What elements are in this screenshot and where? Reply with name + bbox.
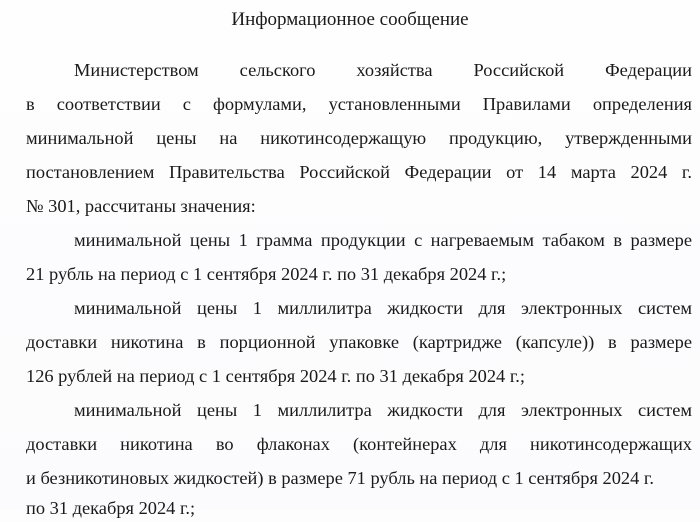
paragraph-3-line-1: минимальной цены 1 миллилитра жидкости для электронных систем	[74, 298, 692, 318]
paragraph-1-line-4: постановлением Правительства Российской Федерации от 14 марта 2024 г.	[26, 162, 692, 182]
paragraph-4-line-4: по 31 декабря 2024 г.;	[26, 498, 196, 518]
paragraph-3-line-2: доставки никотина в порционной упаковке (картридже (капсуле)) в размере	[26, 332, 692, 352]
paragraph-4-line-3: и безникотиновых жидкостей) в размере 71 рубль на период с 1 сентября 2024 г.	[26, 468, 654, 488]
paragraph-3-line-3: 126 рублей на период с 1 сентября 2024 г. по 31 декабря 2024 г.;	[26, 366, 526, 386]
paragraph-4-line-2: доставки никотина во флаконах (контейнерах для никотинсодержащих	[26, 434, 692, 454]
paragraph-2-line-2: 21 рубль на период с 1 сентября 2024 г. по 31 декабря 2024 г.;	[26, 264, 507, 284]
document-title: Информационное сообщение	[231, 9, 469, 30]
paragraph-2-line-1: минимальной цены 1 грамма продукции с нагреваемым табаком в размере	[74, 230, 692, 250]
paragraph-1-line-2: в соответствии с формулами, установленными Правилами определения	[26, 94, 692, 114]
paragraph-4-line-1: минимальной цены 1 миллилитра жидкости для электронных систем	[74, 400, 692, 420]
paragraph-1-line-5: № 301, рассчитаны значения:	[26, 196, 256, 216]
paragraph-1-line-3: минимальной цены на никотинсодержащую продукцию, утвержденными	[26, 128, 692, 148]
paragraph-1-line-1: Министерством сельского хозяйства Российской Федерации	[74, 60, 692, 80]
